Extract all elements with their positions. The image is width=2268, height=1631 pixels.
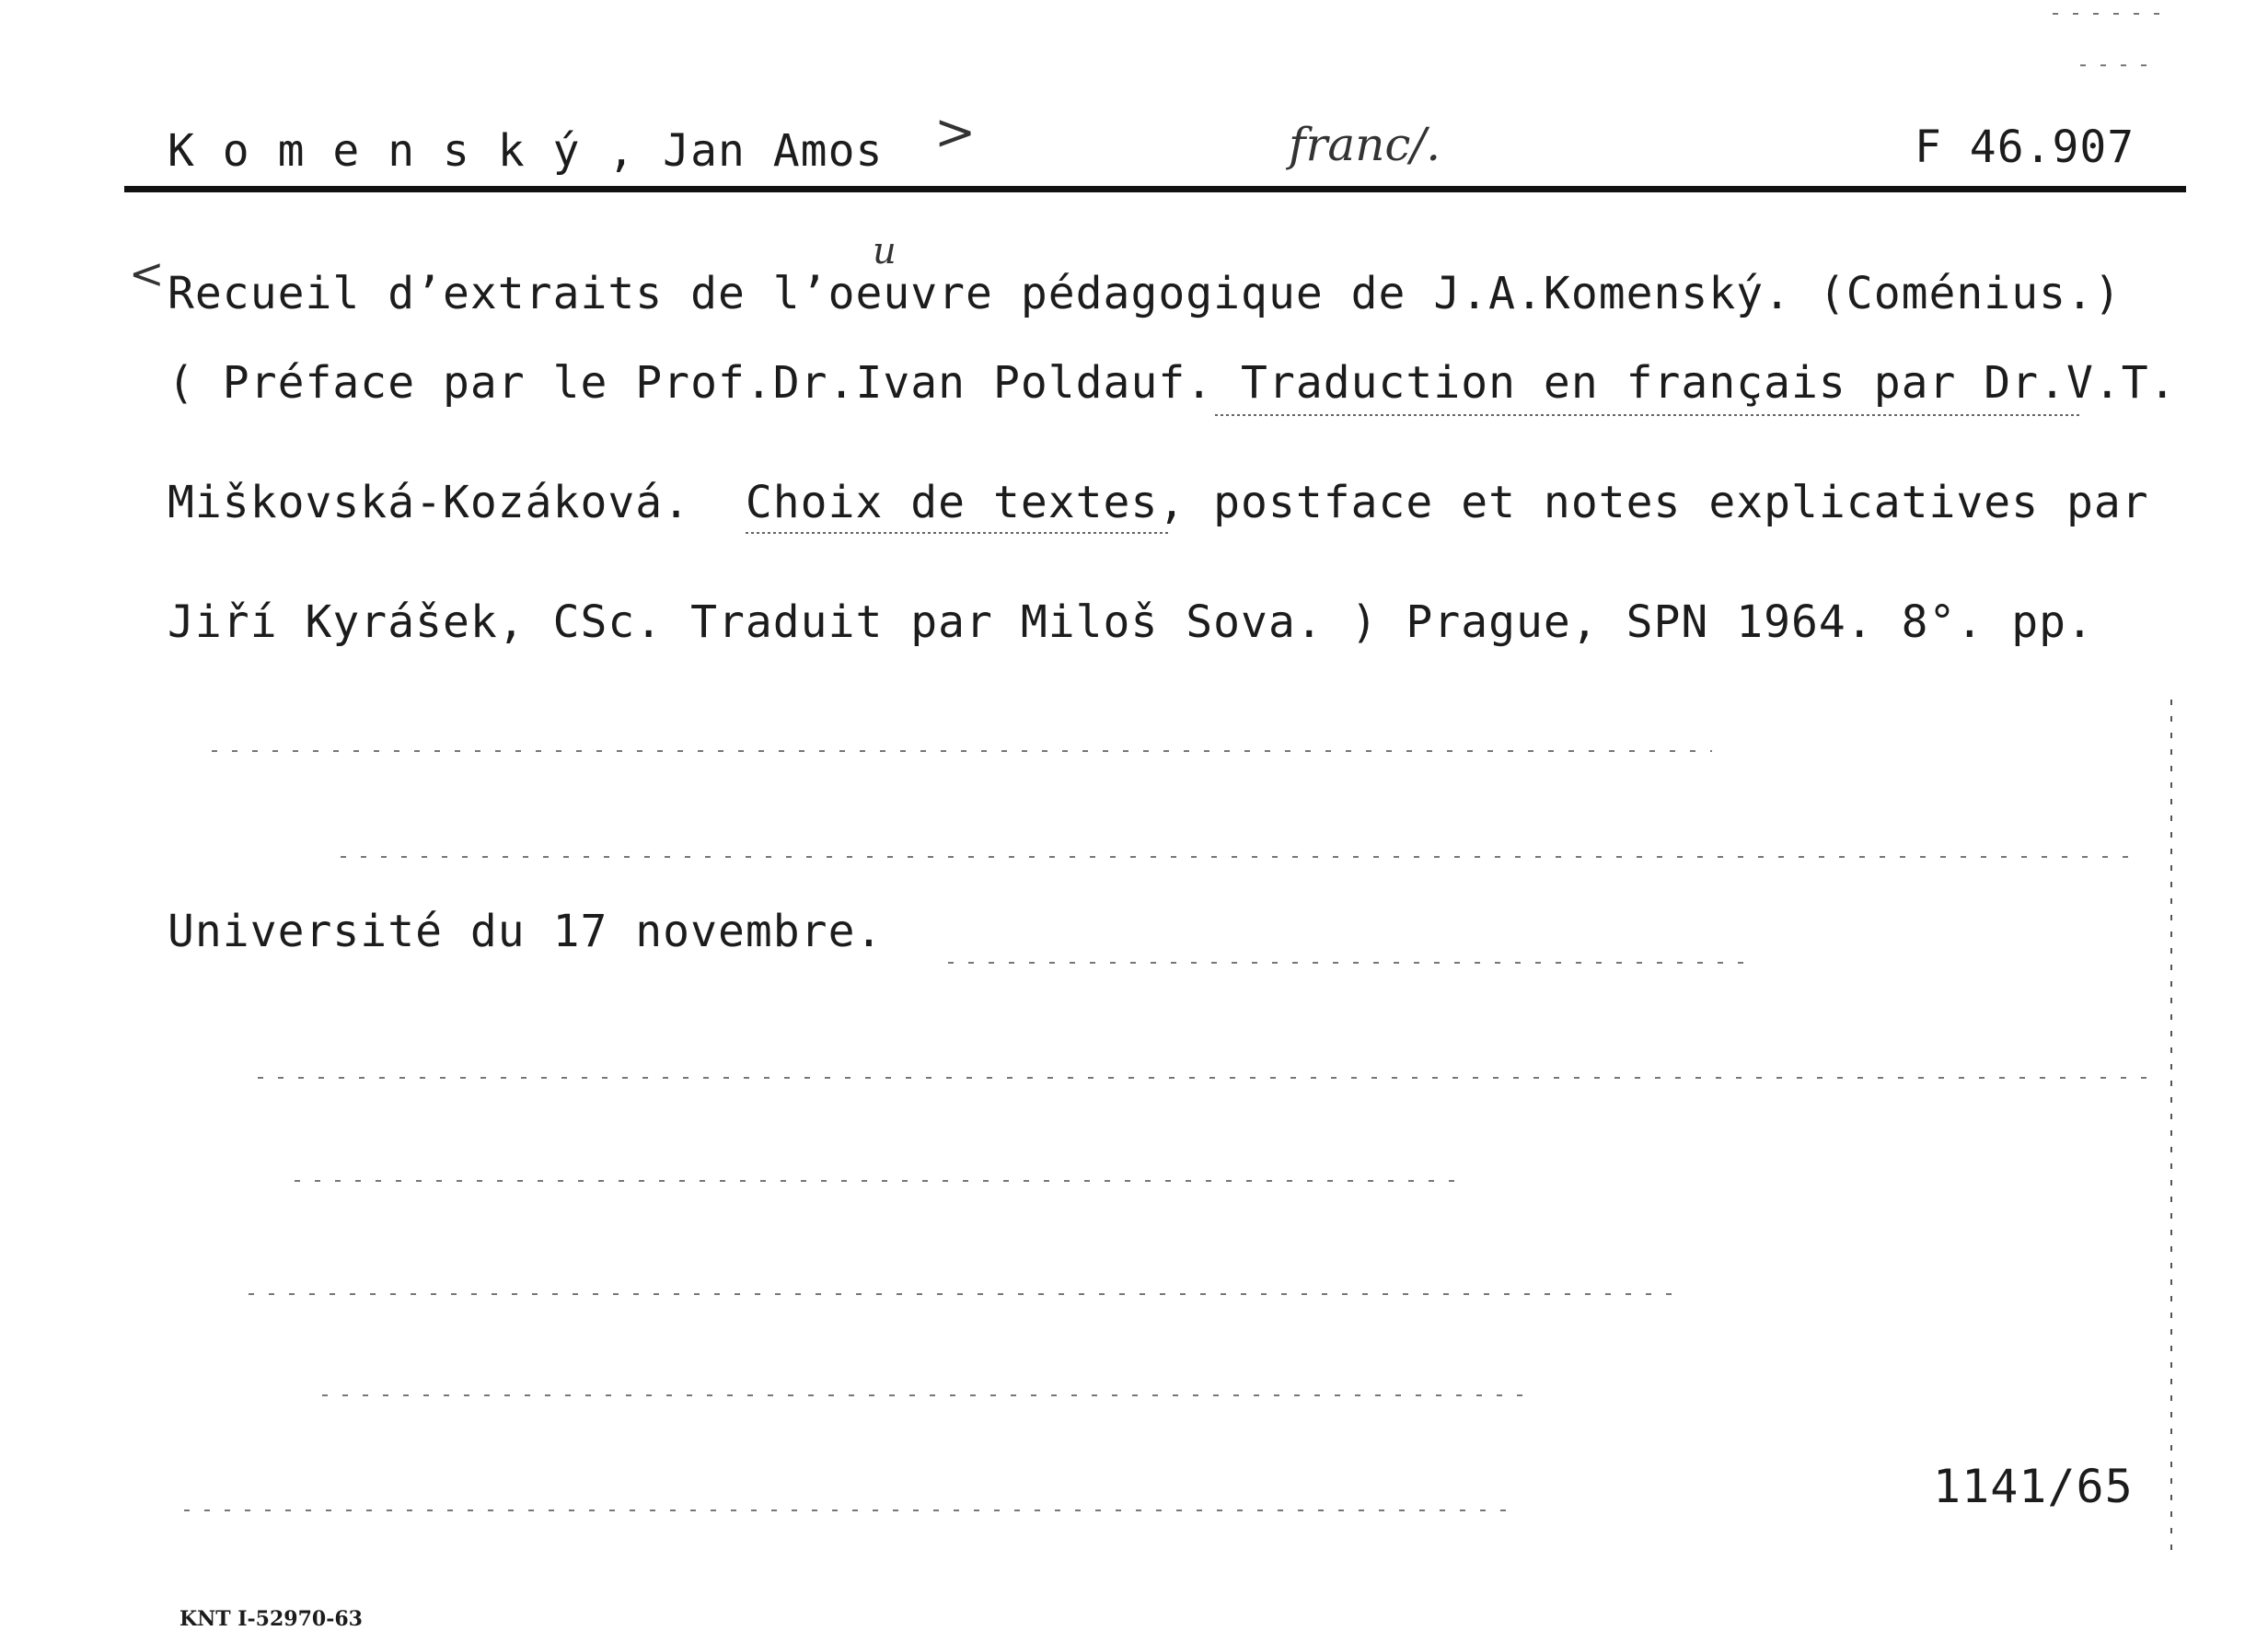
accession-number: 1141/65 bbox=[1933, 1460, 2134, 1513]
publisher-line: Université du 17 novembre. bbox=[168, 906, 884, 957]
dotted-line bbox=[341, 856, 2135, 858]
corner-marks bbox=[2080, 64, 2154, 66]
dotted-line bbox=[212, 750, 1712, 752]
handwritten-open-bracket: < bbox=[129, 249, 165, 298]
dotted-line bbox=[295, 1180, 1464, 1182]
heading-rule bbox=[124, 186, 2186, 192]
body-line-3: Miškovská-Kozáková. Choix de textes, postface et notes explicatives par bbox=[168, 477, 2149, 528]
handwritten-close-bracket: > bbox=[934, 103, 977, 161]
underline-choix bbox=[746, 532, 1169, 534]
body-line-4: Jiří Kyrášek, CSc. Traduit par Miloš Sova. ) Prague, SPN 1964. 8°. pp. bbox=[168, 596, 2094, 648]
right-edge-marks bbox=[2170, 700, 2172, 1556]
underline-traduction bbox=[1215, 414, 2080, 416]
dotted-line bbox=[249, 1293, 1684, 1295]
call-number: F 46.907 bbox=[1915, 121, 2135, 173]
dotted-line bbox=[258, 1077, 2154, 1079]
footer-code: KNT I-52970-63 bbox=[179, 1607, 363, 1631]
author-heading: K o m e n s k ý , Jan Amos bbox=[168, 125, 884, 177]
corner-marks bbox=[2053, 13, 2163, 15]
handwritten-insert-u: u bbox=[873, 230, 897, 272]
body-line-2: ( Préface par le Prof.Dr.Ivan Poldauf. Traduction en français par Dr.V.T. bbox=[168, 357, 2177, 409]
dotted-line bbox=[322, 1394, 1528, 1396]
handwritten-language-note: franc/. bbox=[1289, 118, 1441, 171]
dotted-line bbox=[948, 962, 1749, 964]
dotted-line bbox=[184, 1510, 1519, 1511]
body-line-1: Recueil d’extraits de l’oeuvre pédagogique de J.A.Komenský. (Coménius.) bbox=[168, 268, 2122, 319]
